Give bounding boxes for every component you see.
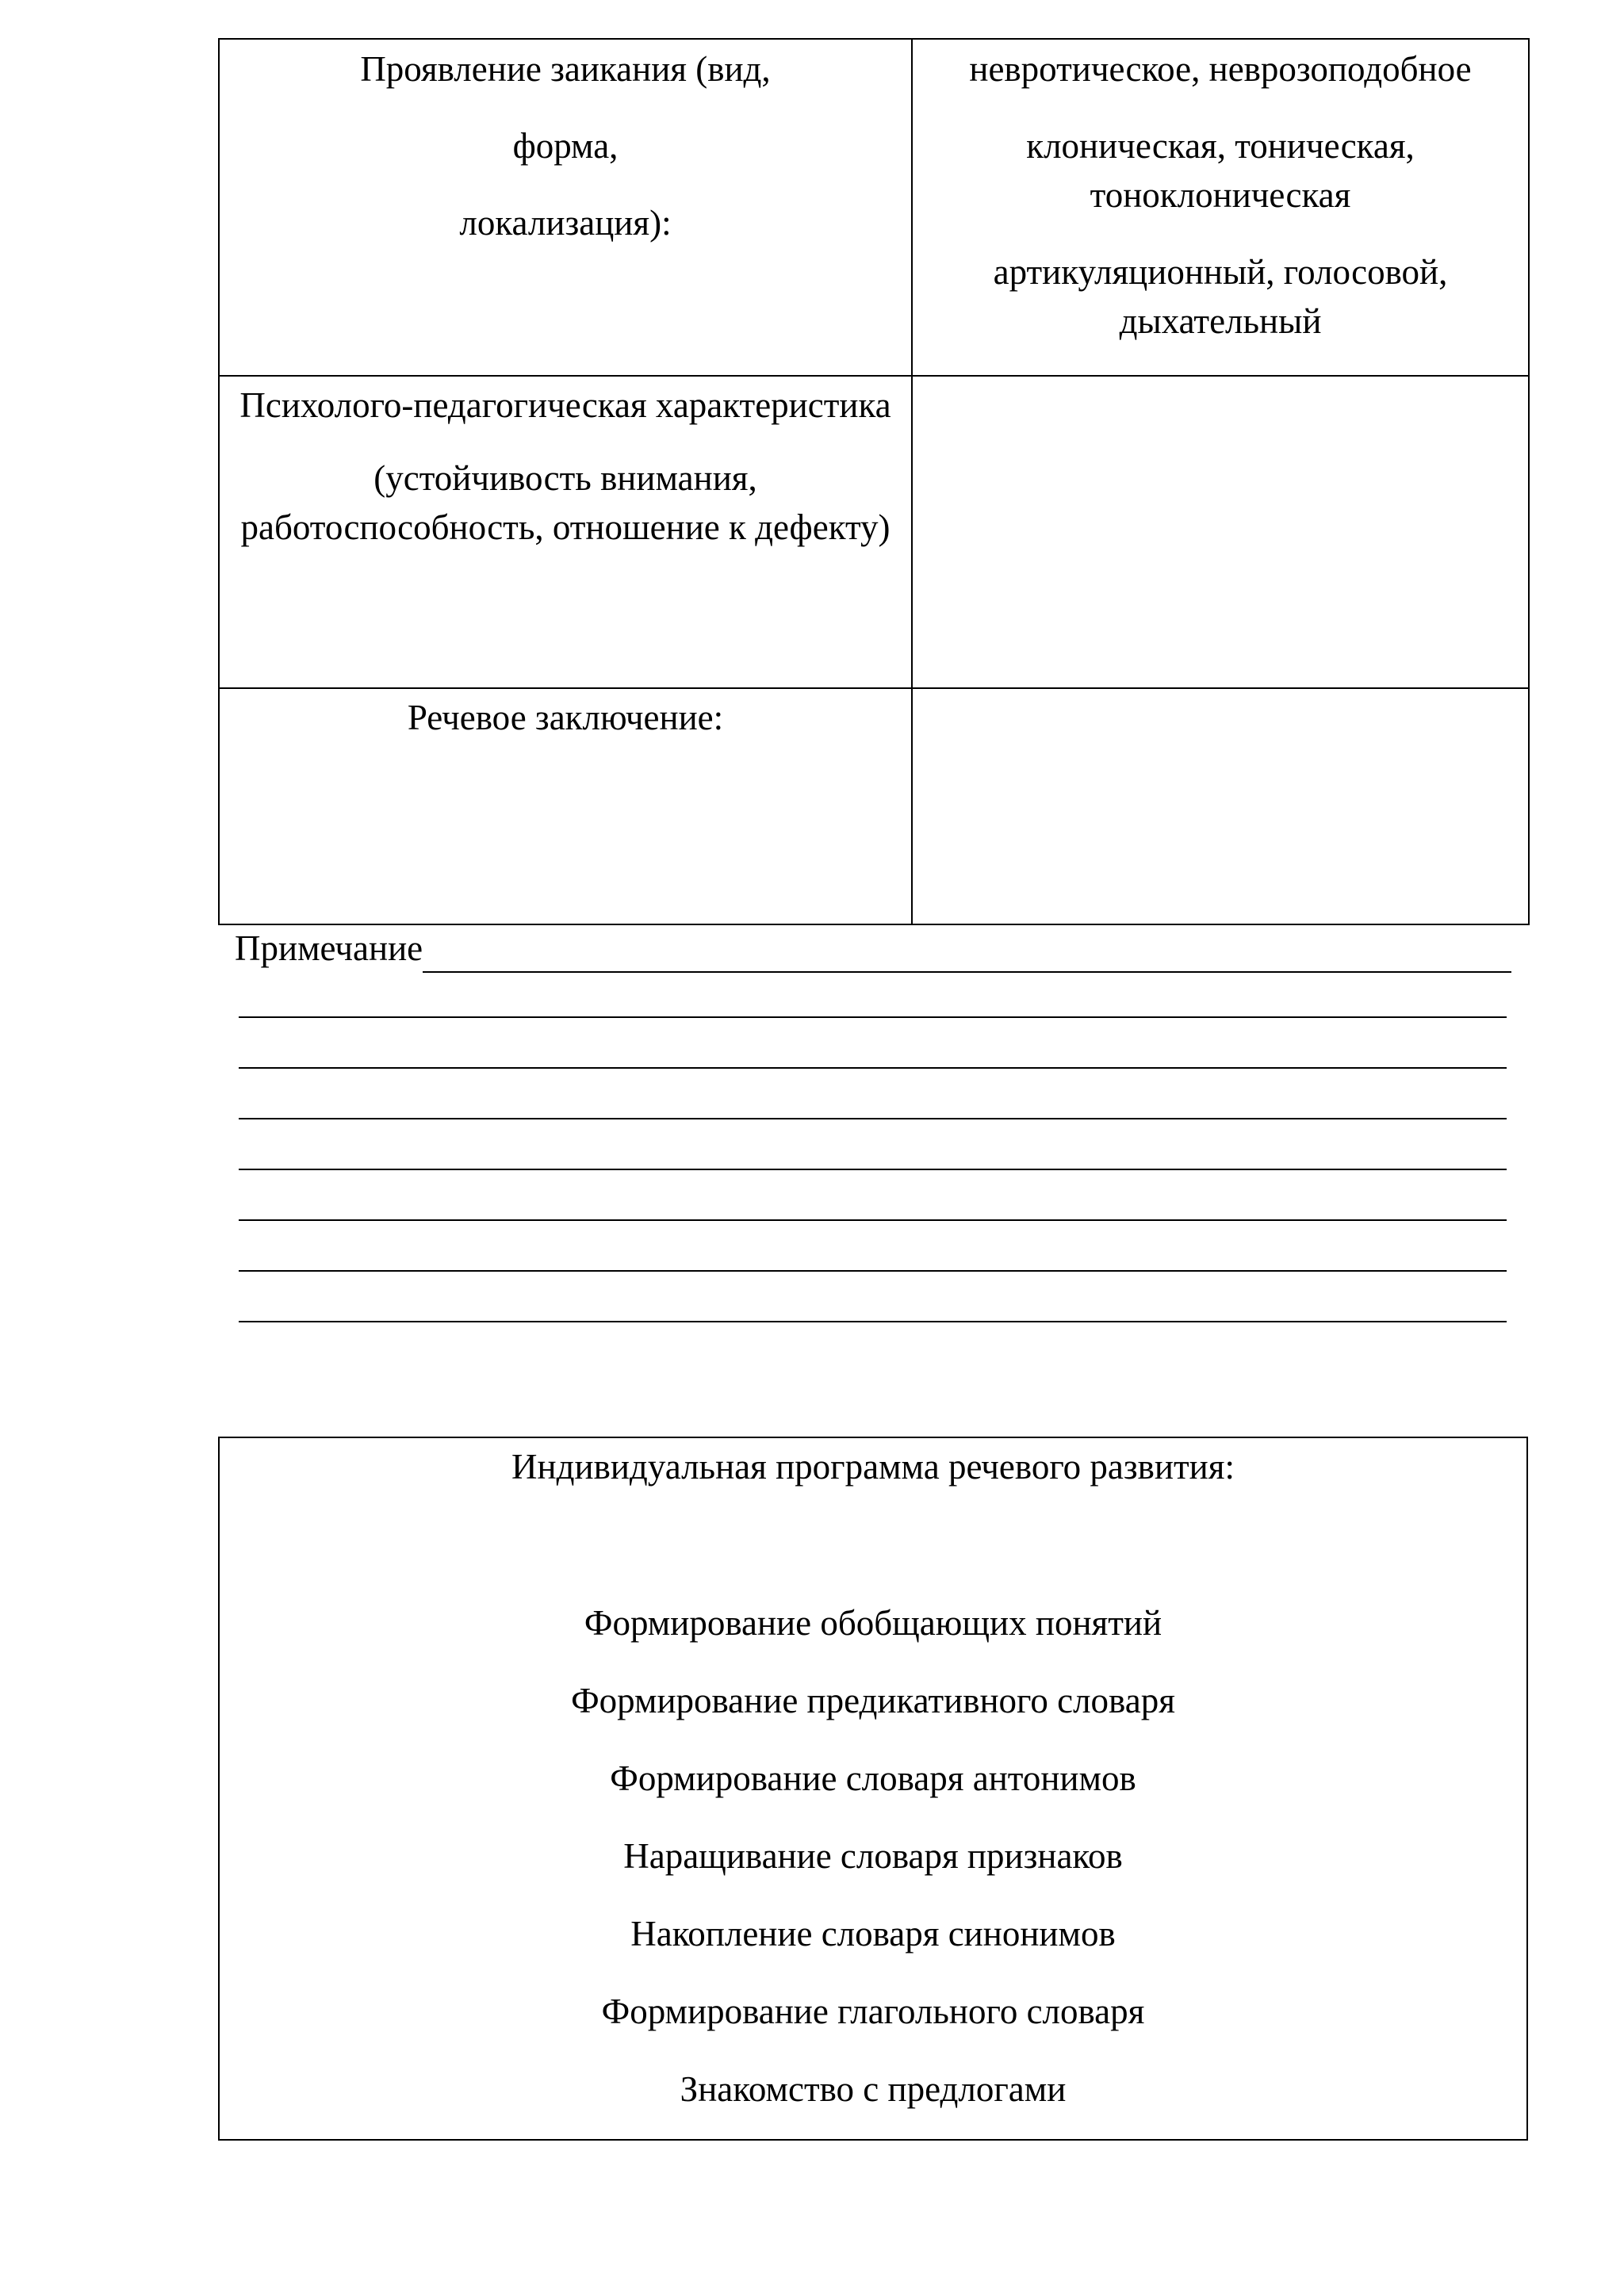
program-list [220,1598,1526,2114]
note-line[interactable] [239,1016,1507,1018]
psych-ped-label-cell [219,376,912,688]
table-row-conclusion [219,688,1529,924]
program-item: Формирование предикативного словаря [571,1681,1175,1720]
program-item: Наращивание словаря признаков [623,1836,1123,1876]
conclusion-label: Речевое заключение: [407,698,724,737]
program-item: Накопление словаря синонимов [630,1914,1116,1954]
stuttering-label-line-3: локализация): [459,203,672,243]
note-first-line [235,924,1511,973]
conclusion-label-cell [219,688,912,924]
psych-ped-label: Психолого-педагогическая характеристика [239,385,891,425]
speech-program-box [218,1437,1528,2141]
note-fill-line[interactable] [423,928,1511,973]
note-line[interactable] [239,1169,1507,1170]
program-item: Знакомство с предлогами [680,2069,1067,2109]
stuttering-localization-options: артикуляционный, голосовой, дыхательный [993,252,1448,341]
stuttering-label-line-2: форма, [512,126,619,166]
stuttering-value-cell [912,39,1529,376]
note-label: Примечание [235,928,423,968]
table-row-stuttering [219,39,1529,376]
note-line[interactable] [239,1321,1507,1322]
program-item: Формирование глагольного словаря [601,1992,1145,2031]
note-line[interactable] [239,1219,1507,1221]
program-title: Индивидуальная программа речевого развития: [511,1447,1235,1487]
program-item: Формирование словаря антонимов [610,1758,1136,1798]
conclusion-value-cell[interactable] [912,688,1529,924]
psych-ped-value-cell[interactable] [912,376,1529,688]
stuttering-label-line-1: Проявление заикания (вид, [360,49,771,89]
psych-ped-sublabel: (устойчивость внимания, работоспособность, отношение к дефекту) [240,458,891,547]
stuttering-label-cell [219,39,912,376]
program-item: Формирование обобщающих понятий [584,1603,1162,1643]
stuttering-type-options: невротическое, неврозоподобное [969,49,1472,89]
stuttering-form-options: клоническая, тоническая, тоноклоническая [1026,126,1415,215]
table-row-psych-ped [219,376,1529,688]
speech-card-table [218,38,1530,925]
note-line[interactable] [239,1118,1507,1119]
note-line[interactable] [239,1270,1507,1272]
note-line[interactable] [239,1067,1507,1069]
